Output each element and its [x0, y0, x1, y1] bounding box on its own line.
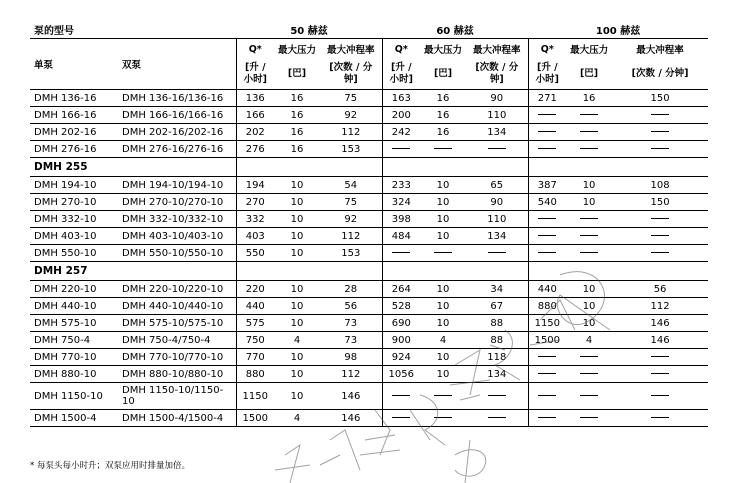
- col-pressure-header: 最大压力: [278, 45, 317, 56]
- value-cell: 10: [420, 281, 466, 298]
- table-row: [30, 315, 708, 332]
- table-row: [30, 141, 708, 158]
- not-available-cell: [612, 383, 708, 410]
- section-spacer: [236, 158, 382, 177]
- value-cell: 233: [382, 177, 420, 194]
- section-spacer: [528, 158, 708, 177]
- value-cell: 880: [236, 366, 274, 383]
- value-cell: 16: [274, 124, 320, 141]
- value-cell: 166: [236, 107, 274, 124]
- single-pump-model: DMH 332-10: [30, 211, 118, 228]
- table-row: [30, 228, 708, 245]
- value-cell: 134: [466, 228, 528, 245]
- group-60hz-header: 60 赫兹: [382, 20, 528, 39]
- unit-stroke: [次数 / 分钟]: [466, 59, 528, 90]
- value-cell: 10: [420, 211, 466, 228]
- value-cell: 146: [320, 383, 382, 410]
- value-cell: 1056: [382, 366, 420, 383]
- value-cell: 56: [320, 298, 382, 315]
- not-available-cell: [566, 410, 612, 427]
- value-cell: 264: [382, 281, 420, 298]
- value-cell: 16: [420, 124, 466, 141]
- value-cell: 924: [382, 349, 420, 366]
- dash-mark: [538, 235, 556, 236]
- value-cell: 34: [466, 281, 528, 298]
- col-stroke-header: 最大冲程率: [473, 45, 521, 56]
- value-cell: 242: [382, 124, 420, 141]
- dash-mark: [651, 395, 669, 396]
- value-cell: 88: [466, 315, 528, 332]
- table-row: [30, 194, 708, 211]
- dash-mark: [488, 252, 506, 253]
- value-cell: 10: [274, 228, 320, 245]
- dash-mark: [651, 235, 669, 236]
- value-cell: 112: [320, 366, 382, 383]
- table-row: [30, 90, 708, 107]
- single-pump-model: DMH 750-4: [30, 332, 118, 349]
- dash-mark: [580, 131, 598, 132]
- double-pump-model: DMH 194-10/194-10: [118, 177, 236, 194]
- table-row: [30, 107, 708, 124]
- dash-mark: [488, 148, 506, 149]
- value-cell: 146: [320, 410, 382, 427]
- not-available-cell: [382, 245, 420, 262]
- not-available-cell: [528, 107, 566, 124]
- single-pump-model: DMH 440-10: [30, 298, 118, 315]
- value-cell: 92: [320, 107, 382, 124]
- col-stroke-header: 最大冲程率: [636, 45, 684, 56]
- value-cell: 1500: [528, 332, 566, 349]
- value-cell: 163: [382, 90, 420, 107]
- value-cell: 690: [382, 315, 420, 332]
- not-available-cell: [466, 410, 528, 427]
- not-available-cell: [612, 410, 708, 427]
- value-cell: 528: [382, 298, 420, 315]
- not-available-cell: [566, 349, 612, 366]
- value-cell: 110: [466, 211, 528, 228]
- value-cell: 110: [466, 107, 528, 124]
- dash-mark: [580, 373, 598, 374]
- value-cell: 16: [274, 141, 320, 158]
- value-cell: 16: [274, 90, 320, 107]
- value-cell: 10: [566, 281, 612, 298]
- single-pump-model: DMH 770-10: [30, 349, 118, 366]
- dash-mark: [434, 417, 452, 418]
- value-cell: 92: [320, 211, 382, 228]
- value-cell: 146: [612, 315, 708, 332]
- dash-mark: [538, 373, 556, 374]
- dash-mark: [651, 218, 669, 219]
- value-cell: 540: [528, 194, 566, 211]
- header-col-row: [30, 39, 708, 60]
- value-cell: 134: [466, 366, 528, 383]
- value-cell: 880: [528, 298, 566, 315]
- value-cell: 10: [420, 228, 466, 245]
- value-cell: 118: [466, 349, 528, 366]
- value-cell: 112: [320, 228, 382, 245]
- dash-mark: [651, 373, 669, 374]
- table-row: [30, 298, 708, 315]
- value-cell: 10: [274, 245, 320, 262]
- double-pump-model: DMH 880-10/880-10: [118, 366, 236, 383]
- double-pump-model: DMH 202-16/202-16: [118, 124, 236, 141]
- section-title: DMH 257: [30, 262, 236, 281]
- value-cell: 10: [420, 194, 466, 211]
- value-cell: 108: [612, 177, 708, 194]
- dash-mark: [434, 395, 452, 396]
- value-cell: 324: [382, 194, 420, 211]
- not-available-cell: [466, 245, 528, 262]
- value-cell: 4: [566, 332, 612, 349]
- dash-mark: [538, 148, 556, 149]
- value-cell: 153: [320, 141, 382, 158]
- value-cell: 440: [236, 298, 274, 315]
- value-cell: 153: [320, 245, 382, 262]
- double-pump-model: DMH 575-10/575-10: [118, 315, 236, 332]
- dash-mark: [538, 395, 556, 396]
- value-cell: 10: [274, 281, 320, 298]
- value-cell: 575: [236, 315, 274, 332]
- value-cell: 10: [420, 177, 466, 194]
- dash-mark: [651, 131, 669, 132]
- value-cell: 28: [320, 281, 382, 298]
- value-cell: 10: [274, 383, 320, 410]
- value-cell: 10: [274, 366, 320, 383]
- single-pump-header: 单泵: [30, 39, 118, 90]
- dash-mark: [434, 148, 452, 149]
- unit-pressure: [巴]: [420, 59, 466, 90]
- value-cell: 10: [274, 315, 320, 332]
- dash-mark: [538, 114, 556, 115]
- double-pump-model: DMH 332-10/332-10: [118, 211, 236, 228]
- dash-mark: [580, 395, 598, 396]
- dash-mark: [538, 131, 556, 132]
- value-cell: 4: [274, 410, 320, 427]
- table-row: [30, 410, 708, 427]
- single-pump-model: DMH 1500-4: [30, 410, 118, 427]
- not-available-cell: [528, 245, 566, 262]
- not-available-cell: [466, 141, 528, 158]
- value-cell: 276: [236, 141, 274, 158]
- value-cell: 112: [612, 298, 708, 315]
- value-cell: 4: [274, 332, 320, 349]
- value-cell: 10: [566, 194, 612, 211]
- dash-mark: [488, 417, 506, 418]
- value-cell: 387: [528, 177, 566, 194]
- dash-mark: [580, 148, 598, 149]
- value-cell: 67: [466, 298, 528, 315]
- double-pump-header: 双泵: [118, 39, 236, 90]
- not-available-cell: [382, 383, 420, 410]
- value-cell: 550: [236, 245, 274, 262]
- dash-mark: [651, 114, 669, 115]
- value-cell: 10: [274, 211, 320, 228]
- spec-table-container: [30, 20, 708, 427]
- unit-stroke: [次数 / 分钟]: [320, 59, 382, 90]
- col-q-header: Q*: [382, 39, 420, 60]
- double-pump-model: DMH 1150-10/1150-10: [118, 383, 236, 410]
- value-cell: 112: [320, 124, 382, 141]
- value-cell: 98: [320, 349, 382, 366]
- value-cell: 202: [236, 124, 274, 141]
- table-body: [30, 90, 708, 427]
- col-stroke-header: 最大冲程率: [327, 45, 375, 56]
- not-available-cell: [528, 124, 566, 141]
- value-cell: 10: [566, 315, 612, 332]
- dash-mark: [434, 252, 452, 253]
- single-pump-model: DMH 276-16: [30, 141, 118, 158]
- double-pump-model: DMH 166-16/166-16: [118, 107, 236, 124]
- value-cell: 770: [236, 349, 274, 366]
- value-cell: 73: [320, 315, 382, 332]
- value-cell: 332: [236, 211, 274, 228]
- dash-mark: [580, 417, 598, 418]
- col-pressure-header: 最大压力: [570, 45, 609, 56]
- double-pump-model: DMH 270-10/270-10: [118, 194, 236, 211]
- group-100hz-header: 100 赫兹: [528, 20, 708, 39]
- dash-mark: [580, 356, 598, 357]
- value-cell: 10: [420, 298, 466, 315]
- value-cell: 10: [566, 177, 612, 194]
- single-pump-model: DMH 166-16: [30, 107, 118, 124]
- col-q-header: Q*: [528, 39, 566, 60]
- value-cell: 10: [274, 298, 320, 315]
- value-cell: 194: [236, 177, 274, 194]
- section-header-row: [30, 158, 708, 177]
- dash-mark: [488, 395, 506, 396]
- not-available-cell: [420, 383, 466, 410]
- single-pump-model: DMH 403-10: [30, 228, 118, 245]
- single-pump-model: DMH 136-16: [30, 90, 118, 107]
- double-pump-model: DMH 1500-4/1500-4: [118, 410, 236, 427]
- value-cell: 65: [466, 177, 528, 194]
- table-row: [30, 177, 708, 194]
- value-cell: 90: [466, 194, 528, 211]
- table-row: [30, 366, 708, 383]
- value-cell: 1500: [236, 410, 274, 427]
- value-cell: 750: [236, 332, 274, 349]
- value-cell: 10: [274, 194, 320, 211]
- dash-mark: [538, 417, 556, 418]
- value-cell: 271: [528, 90, 566, 107]
- not-available-cell: [566, 124, 612, 141]
- unit-stroke: [次数 / 分钟]: [612, 59, 708, 90]
- value-cell: 88: [466, 332, 528, 349]
- table-row: [30, 349, 708, 366]
- section-spacer: [528, 262, 708, 281]
- dash-mark: [651, 417, 669, 418]
- single-pump-model: DMH 194-10: [30, 177, 118, 194]
- value-cell: 270: [236, 194, 274, 211]
- unit-flow: [升 / 小时]: [236, 59, 274, 90]
- not-available-cell: [420, 141, 466, 158]
- dash-mark: [392, 252, 410, 253]
- table-row: [30, 245, 708, 262]
- double-pump-model: DMH 770-10/770-10: [118, 349, 236, 366]
- not-available-cell: [382, 410, 420, 427]
- value-cell: 16: [420, 90, 466, 107]
- value-cell: 10: [274, 349, 320, 366]
- not-available-cell: [612, 124, 708, 141]
- footnote: * 每泵头每小时升；双泵应用时排量加倍。: [30, 461, 190, 471]
- header-group-row: [30, 20, 708, 39]
- double-pump-model: DMH 403-10/403-10: [118, 228, 236, 245]
- dash-mark: [651, 148, 669, 149]
- value-cell: 1150: [236, 383, 274, 410]
- single-pump-model: DMH 880-10: [30, 366, 118, 383]
- dash-mark: [580, 114, 598, 115]
- single-pump-model: DMH 575-10: [30, 315, 118, 332]
- unit-flow: [升 / 小时]: [528, 59, 566, 90]
- dash-mark: [580, 218, 598, 219]
- not-available-cell: [528, 349, 566, 366]
- value-cell: 73: [320, 332, 382, 349]
- double-pump-model: DMH 220-10/220-10: [118, 281, 236, 298]
- pump-spec-table: [30, 20, 708, 427]
- not-available-cell: [420, 410, 466, 427]
- single-pump-model: DMH 202-16: [30, 124, 118, 141]
- value-cell: 150: [612, 194, 708, 211]
- pump-type-header: 泵的型号: [30, 20, 236, 39]
- dash-mark: [651, 252, 669, 253]
- value-cell: 75: [320, 90, 382, 107]
- double-pump-model: DMH 550-10/550-10: [118, 245, 236, 262]
- value-cell: 16: [274, 107, 320, 124]
- single-pump-model: DMH 220-10: [30, 281, 118, 298]
- not-available-cell: [566, 228, 612, 245]
- dash-mark: [538, 218, 556, 219]
- group-50hz-header: 50 赫兹: [236, 20, 382, 39]
- table-row: [30, 211, 708, 228]
- table-row: [30, 281, 708, 298]
- not-available-cell: [612, 366, 708, 383]
- value-cell: 54: [320, 177, 382, 194]
- not-available-cell: [612, 228, 708, 245]
- value-cell: 484: [382, 228, 420, 245]
- single-pump-model: DMH 1150-10: [30, 383, 118, 410]
- value-cell: 134: [466, 124, 528, 141]
- value-cell: 56: [612, 281, 708, 298]
- value-cell: 1150: [528, 315, 566, 332]
- value-cell: 16: [566, 90, 612, 107]
- value-cell: 10: [420, 315, 466, 332]
- value-cell: 10: [274, 177, 320, 194]
- not-available-cell: [566, 245, 612, 262]
- value-cell: 220: [236, 281, 274, 298]
- section-spacer: [382, 158, 528, 177]
- value-cell: 150: [612, 90, 708, 107]
- dash-mark: [580, 235, 598, 236]
- value-cell: 403: [236, 228, 274, 245]
- not-available-cell: [566, 383, 612, 410]
- section-title: DMH 255: [30, 158, 236, 177]
- table-row: [30, 332, 708, 349]
- unit-flow: [升 / 小时]: [382, 59, 420, 90]
- col-pressure-header: 最大压力: [424, 45, 463, 56]
- double-pump-model: DMH 136-16/136-16: [118, 90, 236, 107]
- not-available-cell: [612, 107, 708, 124]
- section-spacer: [236, 262, 382, 281]
- value-cell: 900: [382, 332, 420, 349]
- not-available-cell: [466, 383, 528, 410]
- value-cell: 75: [320, 194, 382, 211]
- table-row: [30, 383, 708, 410]
- not-available-cell: [566, 107, 612, 124]
- value-cell: 146: [612, 332, 708, 349]
- not-available-cell: [528, 211, 566, 228]
- unit-pressure: [巴]: [274, 59, 320, 90]
- double-pump-model: DMH 440-10/440-10: [118, 298, 236, 315]
- table-row: [30, 124, 708, 141]
- dash-mark: [580, 252, 598, 253]
- not-available-cell: [566, 141, 612, 158]
- double-pump-model: DMH 750-4/750-4: [118, 332, 236, 349]
- not-available-cell: [528, 410, 566, 427]
- not-available-cell: [420, 245, 466, 262]
- unit-pressure: [巴]: [566, 59, 612, 90]
- value-cell: 16: [420, 107, 466, 124]
- dash-mark: [392, 148, 410, 149]
- value-cell: 10: [566, 298, 612, 315]
- section-header-row: [30, 262, 708, 281]
- value-cell: 10: [420, 349, 466, 366]
- value-cell: 200: [382, 107, 420, 124]
- single-pump-model: DMH 270-10: [30, 194, 118, 211]
- value-cell: 4: [420, 332, 466, 349]
- value-cell: 398: [382, 211, 420, 228]
- not-available-cell: [382, 141, 420, 158]
- double-pump-model: DMH 276-16/276-16: [118, 141, 236, 158]
- value-cell: 136: [236, 90, 274, 107]
- not-available-cell: [528, 141, 566, 158]
- value-cell: 440: [528, 281, 566, 298]
- not-available-cell: [566, 366, 612, 383]
- single-pump-model: DMH 550-10: [30, 245, 118, 262]
- value-cell: 90: [466, 90, 528, 107]
- dash-mark: [538, 252, 556, 253]
- dash-mark: [392, 417, 410, 418]
- dash-mark: [538, 356, 556, 357]
- not-available-cell: [612, 211, 708, 228]
- value-cell: 10: [420, 366, 466, 383]
- dash-mark: [651, 356, 669, 357]
- not-available-cell: [612, 245, 708, 262]
- not-available-cell: [612, 349, 708, 366]
- not-available-cell: [528, 383, 566, 410]
- section-spacer: [382, 262, 528, 281]
- col-q-header: Q*: [236, 39, 274, 60]
- dash-mark: [392, 395, 410, 396]
- not-available-cell: [528, 228, 566, 245]
- not-available-cell: [566, 211, 612, 228]
- not-available-cell: [528, 366, 566, 383]
- not-available-cell: [612, 141, 708, 158]
